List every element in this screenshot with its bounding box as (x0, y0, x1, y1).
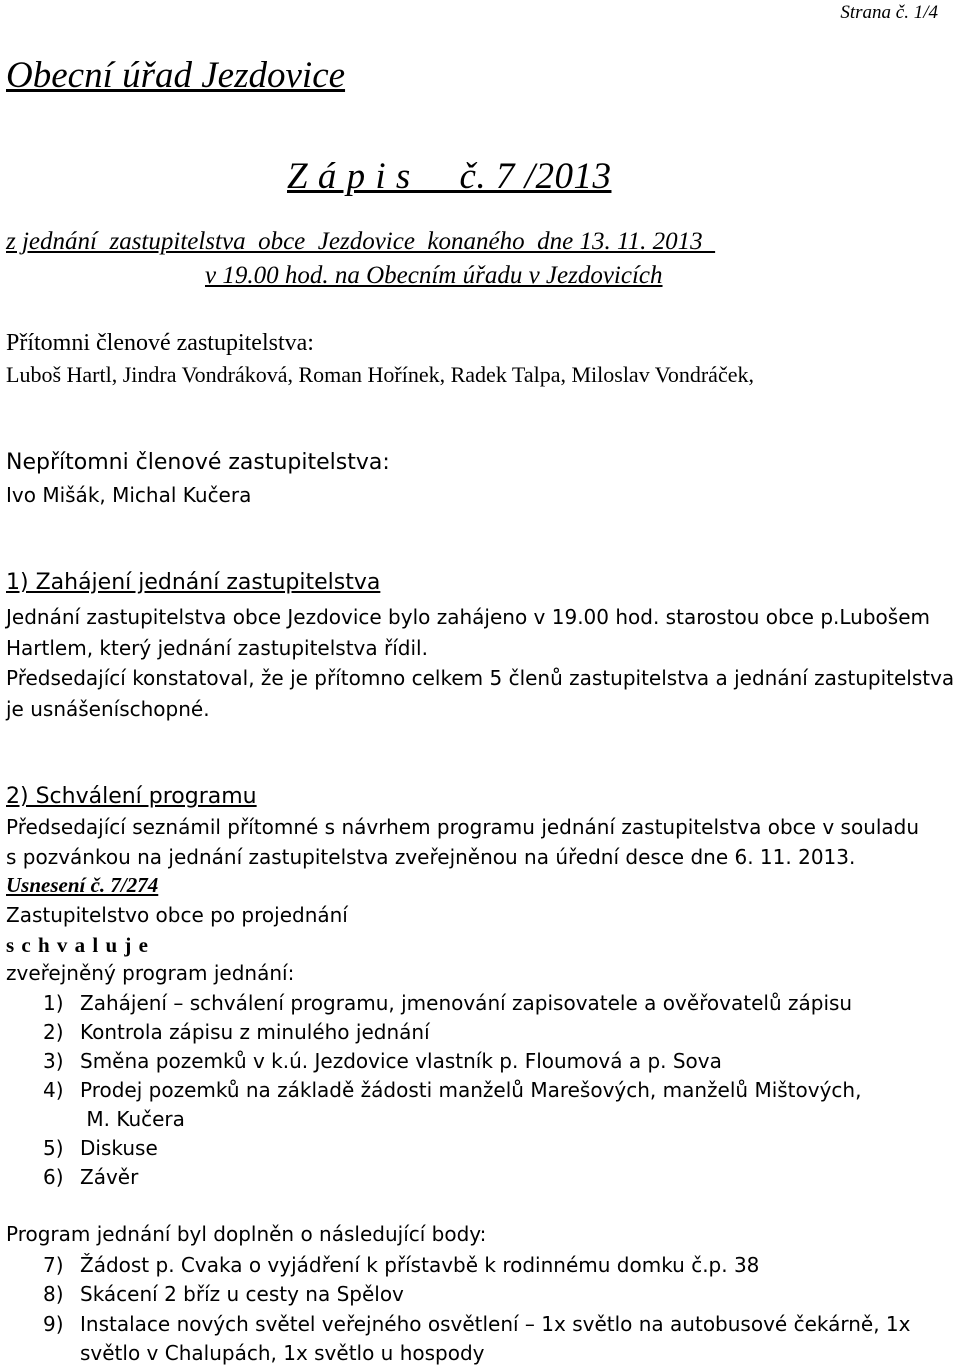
resolution-label: Usnesení č. 7/274 (6, 873, 159, 897)
resolution-text1: Zastupitelstvo obce po projednání (6, 903, 348, 927)
record-subtitle-line1: z jednání zastupitelstva obce Jezdovice konaného dne 13. 11. 2013 (6, 228, 716, 255)
program-item-text: Závěr (80, 1165, 139, 1189)
added-item-text: světlo v Chalupách, 1x světlo u hospody (80, 1341, 485, 1365)
added-item-text: Instalace nových světel veřejného osvětlení – 1x světlo na autobusové čekárně, 1x (80, 1312, 911, 1336)
added-item-text: Žádost p. Cvaka o vyjádření k přístavbě k rodinnému domku č.p. 38 (80, 1253, 760, 1277)
section1-line2: Hartlem, který jednání zastupitelstva řídil. (6, 636, 428, 660)
program-item-text: Diskuse (80, 1136, 158, 1160)
program-item-number: 1) (43, 991, 64, 1015)
record-subtitle-line2: v 19.00 hod. na Obecním úřadu v Jezdovicích (205, 262, 663, 289)
section1-heading: 1) Zahájení jednání zastupitelstva (6, 570, 381, 595)
program-item-number: 2) (43, 1020, 64, 1044)
resolution-approves: s c h v a l u j e (6, 933, 149, 957)
added-items-label: Program jednání byl doplněn o následující body: (6, 1222, 487, 1246)
program-item-number: 3) (43, 1049, 64, 1073)
absent-members-names: Ivo Mišák, Michal Kučera (6, 483, 252, 507)
section1-line1: Jednání zastupitelstva obce Jezdovice bylo zahájeno v 19.00 hod. starostou obce p.Lubošem (6, 605, 930, 629)
added-item-number: 7) (43, 1253, 64, 1277)
program-item-number: 5) (43, 1136, 64, 1160)
section1-line4: je usnášeníschopné. (6, 697, 210, 721)
program-item-text: M. Kučera (80, 1107, 185, 1131)
page-number: Strana č. 1/4 (840, 2, 938, 23)
present-members-label: Přítomni členové zastupitelstva: (6, 330, 314, 356)
program-item-text: Prodej pozemků na základě žádosti manželů Marešových, manželů Mištových, (80, 1078, 862, 1102)
program-item-number: 4) (43, 1078, 64, 1102)
program-item-text: Směna pozemků v k.ú. Jezdovice vlastník p. Floumová a p. Sova (80, 1049, 722, 1073)
added-item-number: 8) (43, 1282, 64, 1306)
program-item-text: Kontrola zápisu z minulého jednání (80, 1020, 430, 1044)
section2-line1: Předsedající seznámil přítomné s návrhem programu jednání zastupitelstva obce v souladu (6, 815, 920, 839)
program-item-text: Zahájení – schválení programu, jmenování zapisovatele a ověřovatelů zápisu (80, 991, 853, 1015)
resolution-text3: zveřejněný program jednání: (6, 961, 295, 985)
section2-line2: s pozvánkou na jednání zastupitelstva zveřejněnou na úřední desce dne 6. 11. 2013. (6, 845, 856, 869)
present-members-names: Luboš Hartl, Jindra Vondráková, Roman Hořínek, Radek Talpa, Miloslav Vondráček, (6, 362, 754, 387)
section1-line3: Předsedající konstatoval, že je přítomno celkem 5 členů zastupitelstva a jednání zastupitelstva (6, 666, 955, 690)
program-item-number: 6) (43, 1165, 64, 1189)
absent-members-label: Nepřítomni členové zastupitelstva: (6, 450, 390, 475)
added-item-text: Skácení 2 bříz u cesty na Spělov (80, 1282, 404, 1306)
added-item-number: 9) (43, 1312, 64, 1336)
section2-heading: 2) Schválení programu (6, 784, 257, 809)
record-title: Z á p i s č. 7 /2013 (287, 156, 612, 197)
office-title: Obecní úřad Jezdovice (6, 55, 346, 96)
